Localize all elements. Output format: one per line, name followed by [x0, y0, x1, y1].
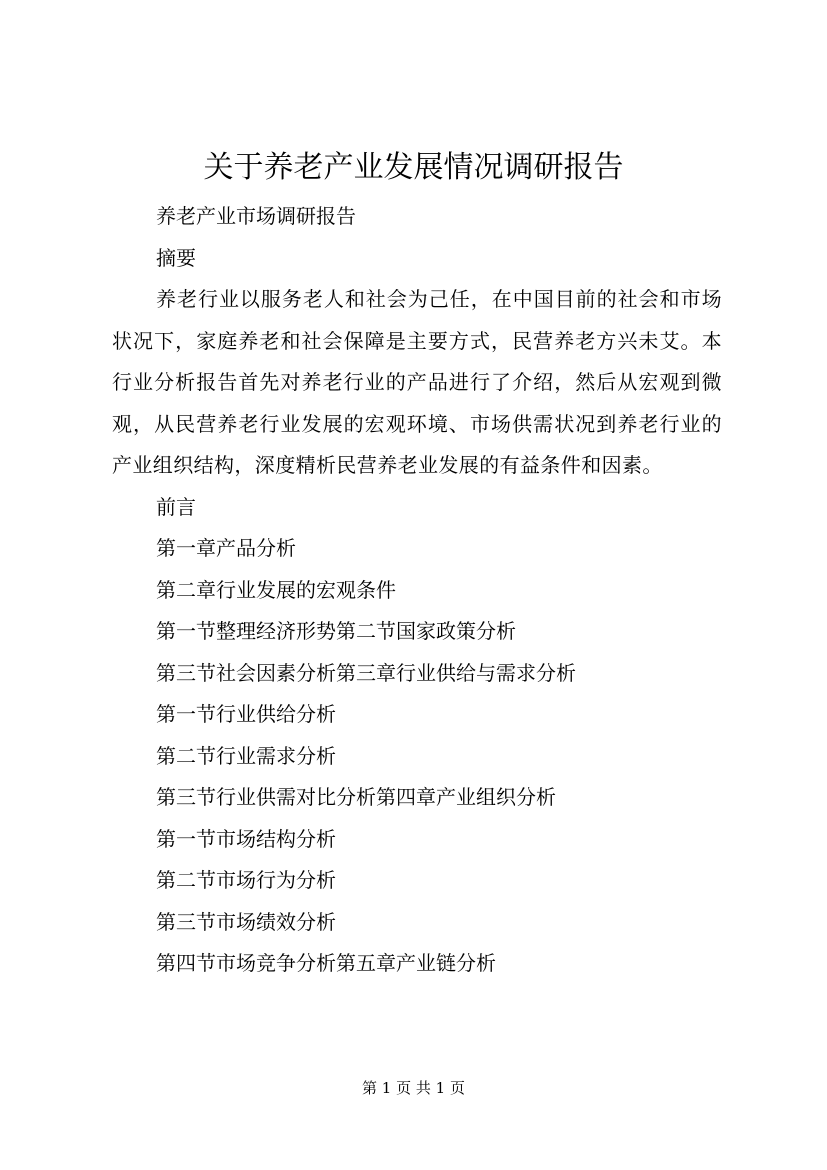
toc-item: 第一节市场结构分析: [156, 826, 336, 851]
report-subtitle: 养老产业市场调研报告: [156, 204, 356, 228]
toc-item: 第三节社会因素分析第三章行业供给与需求分析: [156, 660, 576, 685]
document-title: 关于养老产业发展情况调研报告: [203, 150, 624, 185]
toc-item: 第三节行业供需对比分析第四章产业组织分析: [156, 785, 556, 809]
abstract-heading: 摘要: [156, 245, 196, 270]
toc-item: 前言: [156, 494, 196, 519]
toc-item: 第二节行业需求分析: [156, 743, 336, 768]
page-number-footer: 第 1 页 共 1 页: [362, 1079, 465, 1097]
toc-item: 第三节市场绩效分析: [156, 909, 336, 934]
toc-item: 第一节整理经济形势第二节国家政策分析: [156, 619, 516, 643]
toc-item: 第四节市场竞争分析第五章产业链分析: [156, 951, 496, 975]
toc-item: 第二节市场行为分析: [156, 868, 336, 892]
abstract-paragraph: 养老行业以服务老人和社会为己任，在中国目前的社会和市场状况下，家庭养老和社会保障是主要方式，民营养老方兴未艾。本行业分析报告首先对养老行业的产品进行了介绍，然后从宏观到微观，从民营养老行业发展的宏观环境、市场供需状况到养老行业的产业组织结构，深度精析民营养老业发展的有益条件和因素。: [112, 287, 722, 477]
toc-item: 第一章产品分析: [156, 536, 296, 560]
toc-item: 第二章行业发展的宏观条件: [156, 577, 396, 602]
toc-item: 第一节行业供给分析: [156, 702, 336, 726]
table-of-contents: [112, 487, 722, 985]
document-body: [112, 196, 722, 985]
